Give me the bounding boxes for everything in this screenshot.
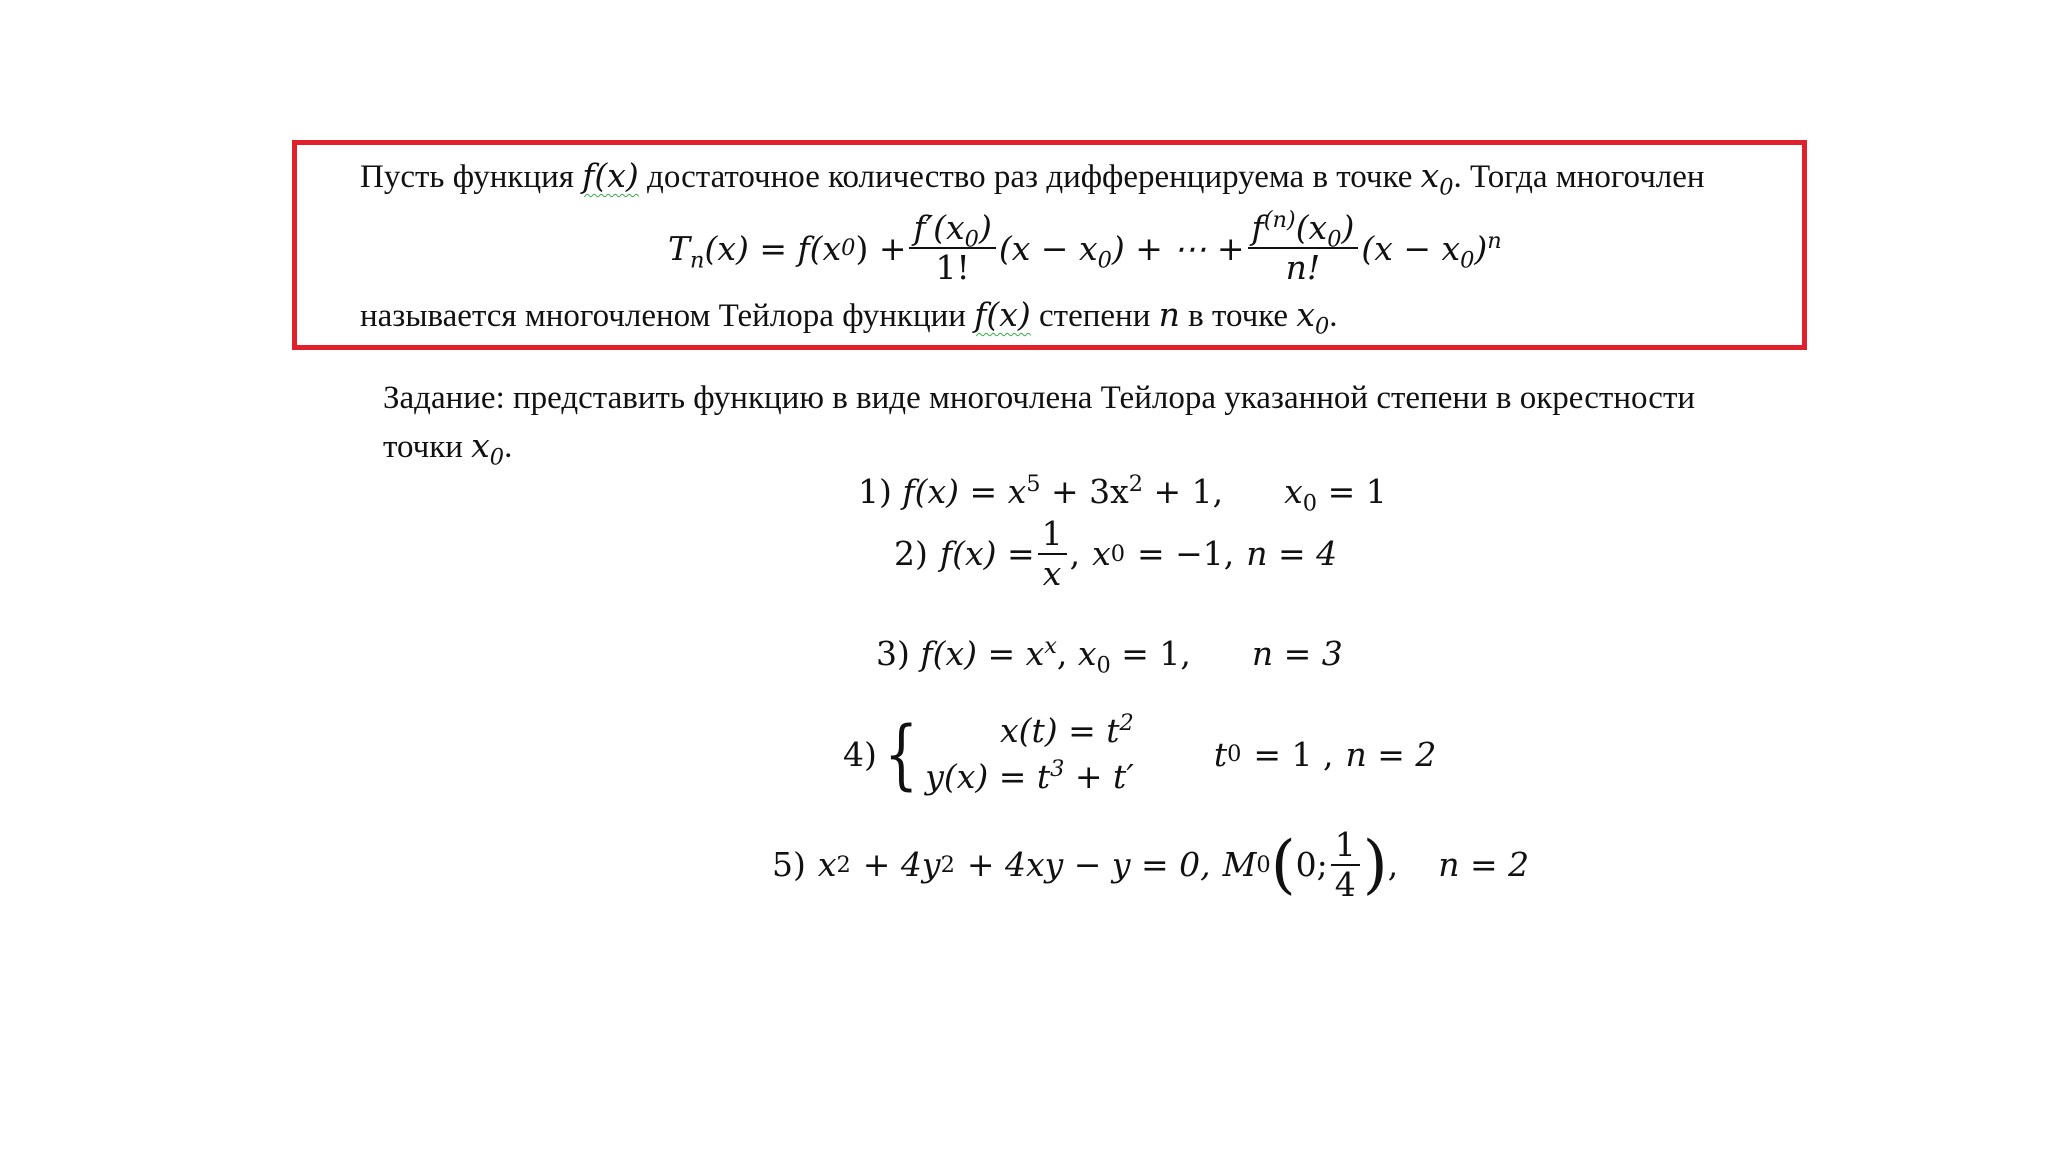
exercise-5: 5) x 2 + 4y 2 + 4xy − y = 0, M 0 ( 0; $\frac{1}{4}$ ) , n = 2 [772,825,1530,904]
exercise-2: 2) f(x) = $\frac{1}{x}$ , x 0 = −1, n = 4 [894,514,1338,593]
function-fx: f(x) [582,156,639,195]
definition-line3-suffix: в точке [1188,298,1289,334]
point-x0-2: $x_0$ [1296,295,1330,340]
taylor-formula: $T_n$ (x) = f(x 0 ) + $\frac{f'(x_0)}{1!}$ $(x - x_0)$ + ⋯ + $\frac{f^{(n)}(x_0)}{n!}$ $(x - x_0)^n$ [668,207,1502,287]
task-line-2: точки $x_0$. [383,426,513,471]
definition-suffix: . Тогда многочлен [1453,159,1705,195]
definition-prefix: Пусть функция [360,159,574,195]
degree-n: n [1158,295,1180,334]
formula-term-mid: $(x - x_0)$ + ⋯ + [998,228,1245,274]
fraction-one-over-x: $\frac{1}{x}$ [1038,515,1067,593]
formula-lhs: (x) = f(x [704,228,842,268]
fraction-nth-derivative: $\frac{f^{(n)}(x_0)}{n!}$ [1248,209,1359,287]
exercise-4: 4) { $x(t) = t^2$ $y(x) = t^3 + t'$ t 0 = 1 , n = 2 [843,709,1437,798]
exercise-3: 3) $f(x) = x^x$, $x_0 = 1$, n = 3 [876,633,1343,679]
fraction-first-derivative: $\frac{f'(x_0)}{1!}$ [909,209,995,287]
definition-line3-prefix: называется многочленом Тейлора функции [360,298,966,334]
formula-T: $T_n$ [668,228,705,274]
definition-line-3: называется многочленом Тейлора функции f(x) степени n в точке $x_0$. [360,295,1338,340]
point-x0: $x_0$ [1420,156,1454,201]
definition-line3-middle: степени [1039,298,1151,334]
formula-term-end: $(x - x_0)^n$ [1361,227,1502,274]
system-brace: { [884,709,918,798]
task-line-1: Задание: представить функцию в виде многочлена Тейлора указанной степени в окрестности [383,380,1696,416]
formula-plus: ) + [855,228,907,268]
parametric-system: $x(t) = t^2$ $y(x) = t^3 + t'$ [925,710,1134,796]
function-fx-2: f(x) [974,295,1031,334]
fraction-one-quarter: $\frac{1}{4}$ [1331,826,1360,904]
exercise-1: 1) $f(x) = x^5 + 3x^2 + 1$, $x_0 = 1$ [858,471,1387,517]
definition-middle: достаточное количество раз дифференцируема в точке [647,159,1413,195]
definition-line-1 [360,156,1705,201]
